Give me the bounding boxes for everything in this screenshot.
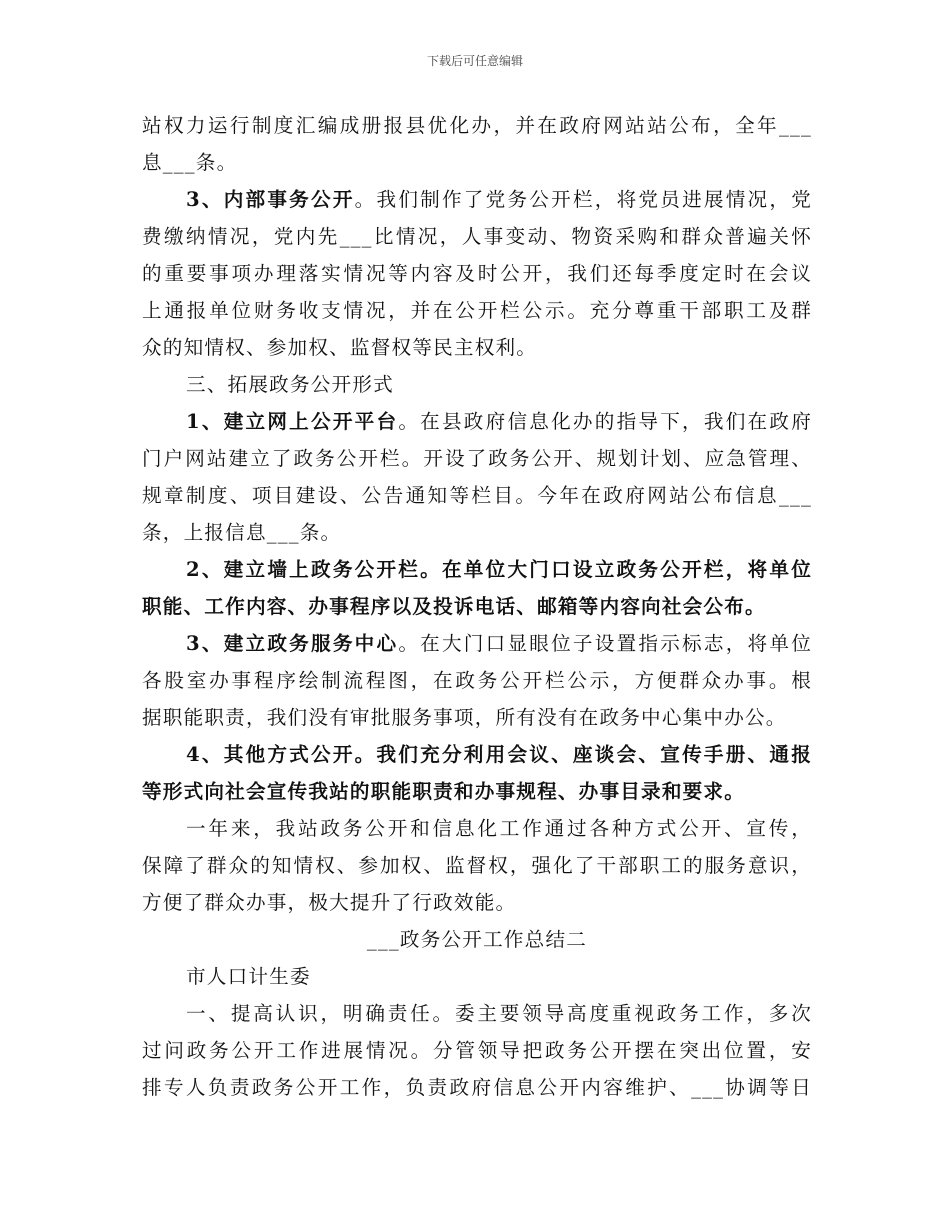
text-line — [142, 366, 812, 403]
text-run: 保障了群众的知情权、参加权、监督权，强化了干部职工的服务意识， — [142, 854, 812, 877]
text-line — [142, 292, 812, 329]
text-run: 的重要事项办理落实情况等内容及时公开，我们还每季度定时在会议 — [142, 262, 812, 285]
text-run: 规章制度、项目建设、公告通知等栏目。今年在政府网站公布信息___ — [142, 484, 812, 507]
bold-text: 1、建立网上公开平台 — [186, 410, 399, 433]
text-line — [142, 588, 812, 625]
text-line — [142, 218, 812, 255]
text-run: 一年来，我站政务公开和信息化工作通过各种方式公开、宣传， — [186, 817, 812, 840]
text-line — [142, 255, 812, 292]
text-line — [142, 995, 812, 1032]
text-run: 三、拓展政务公开形式 — [186, 373, 394, 396]
bold-text: 2、建立墙上政务公开栏。在单位大门口设立政务公开栏，将单位 — [186, 558, 812, 581]
text-line — [142, 625, 812, 662]
bold-text: 等形式向社会宣传我站的职能职责和办事规程、办事目录和要求。 — [142, 780, 746, 803]
section-title — [142, 921, 812, 958]
text-line — [142, 144, 812, 181]
text-line — [142, 440, 812, 477]
text-run: 方便了群众办事，极大提升了行政效能。 — [142, 891, 517, 914]
text-run: 。我们制作了党务公开栏，将党员进展情况，党 — [354, 188, 813, 211]
text-run: 息___条。 — [142, 151, 238, 174]
text-line — [142, 514, 812, 551]
text-line — [142, 181, 812, 218]
text-line — [142, 329, 812, 366]
text-run: 过问政务公开工作进展情况。分管领导把政务公开摆在突出位置，安 — [142, 1039, 812, 1062]
text-line — [142, 551, 812, 588]
text-line — [142, 1069, 812, 1106]
text-run: 据职能职责，我们没有审批服务事项，所有没有在政务中心集中办公。 — [142, 706, 787, 729]
text-line — [142, 736, 812, 773]
text-line — [142, 1032, 812, 1069]
text-line — [142, 884, 812, 921]
text-line — [142, 773, 812, 810]
text-run: 一、提高认识，明确责任。委主要领导高度重视政务工作，多次 — [186, 1002, 812, 1025]
text-run: 市人口计生委 — [186, 965, 311, 988]
text-line — [142, 662, 812, 699]
text-run: 门户网站建立了政务公开栏。开设了政务公开、规划计划、应急管理、 — [142, 447, 812, 470]
text-line — [142, 107, 812, 144]
bold-text: 3、内部事务公开 — [186, 188, 355, 211]
text-run: 众的知情权、参加权、监督权等民主权利。 — [142, 336, 538, 359]
text-run: ___政务公开工作总结二 — [366, 928, 588, 951]
bold-text: 4、其他方式公开。我们充分利用会议、座谈会、宣传手册、通报 — [186, 743, 812, 766]
text-line — [142, 958, 812, 995]
document-body — [142, 107, 812, 1106]
text-run: 条，上报信息___条。 — [142, 521, 342, 544]
text-line — [142, 699, 812, 736]
text-run: 上通报单位财务收支情况，并在公开栏公示。充分尊重干部职工及群 — [142, 299, 812, 322]
text-run: 各股室办事程序绘制流程图，在政务公开栏公示，方便群众办事。根 — [142, 669, 812, 692]
text-line — [142, 403, 812, 440]
text-run: 站权力运行制度汇编成册报县优化办，并在政府网站站公布，全年___ — [142, 114, 812, 137]
page-header: 下载后可任意编辑 — [426, 54, 523, 68]
text-line — [142, 847, 812, 884]
text-run: 费缴纳情况，党内先___比情况，人事变动、物资采购和群众普遍关怀 — [142, 225, 812, 248]
bold-text: 职能、工作内容、办事程序以及投诉电话、邮箱等内容向社会公布。 — [142, 595, 766, 618]
bold-text: 3、建立政务服务中心 — [186, 632, 399, 655]
text-run: 。在大门口显眼位子设置指示标志，将单位 — [398, 632, 812, 655]
text-line — [142, 810, 812, 847]
text-line — [142, 477, 812, 514]
text-run: 排专人负责政务公开工作，负责政府信息公开内容维护、___协调等日 — [142, 1076, 812, 1099]
text-run: 。在县政府信息化办的指导下，我们在政府 — [398, 410, 812, 433]
